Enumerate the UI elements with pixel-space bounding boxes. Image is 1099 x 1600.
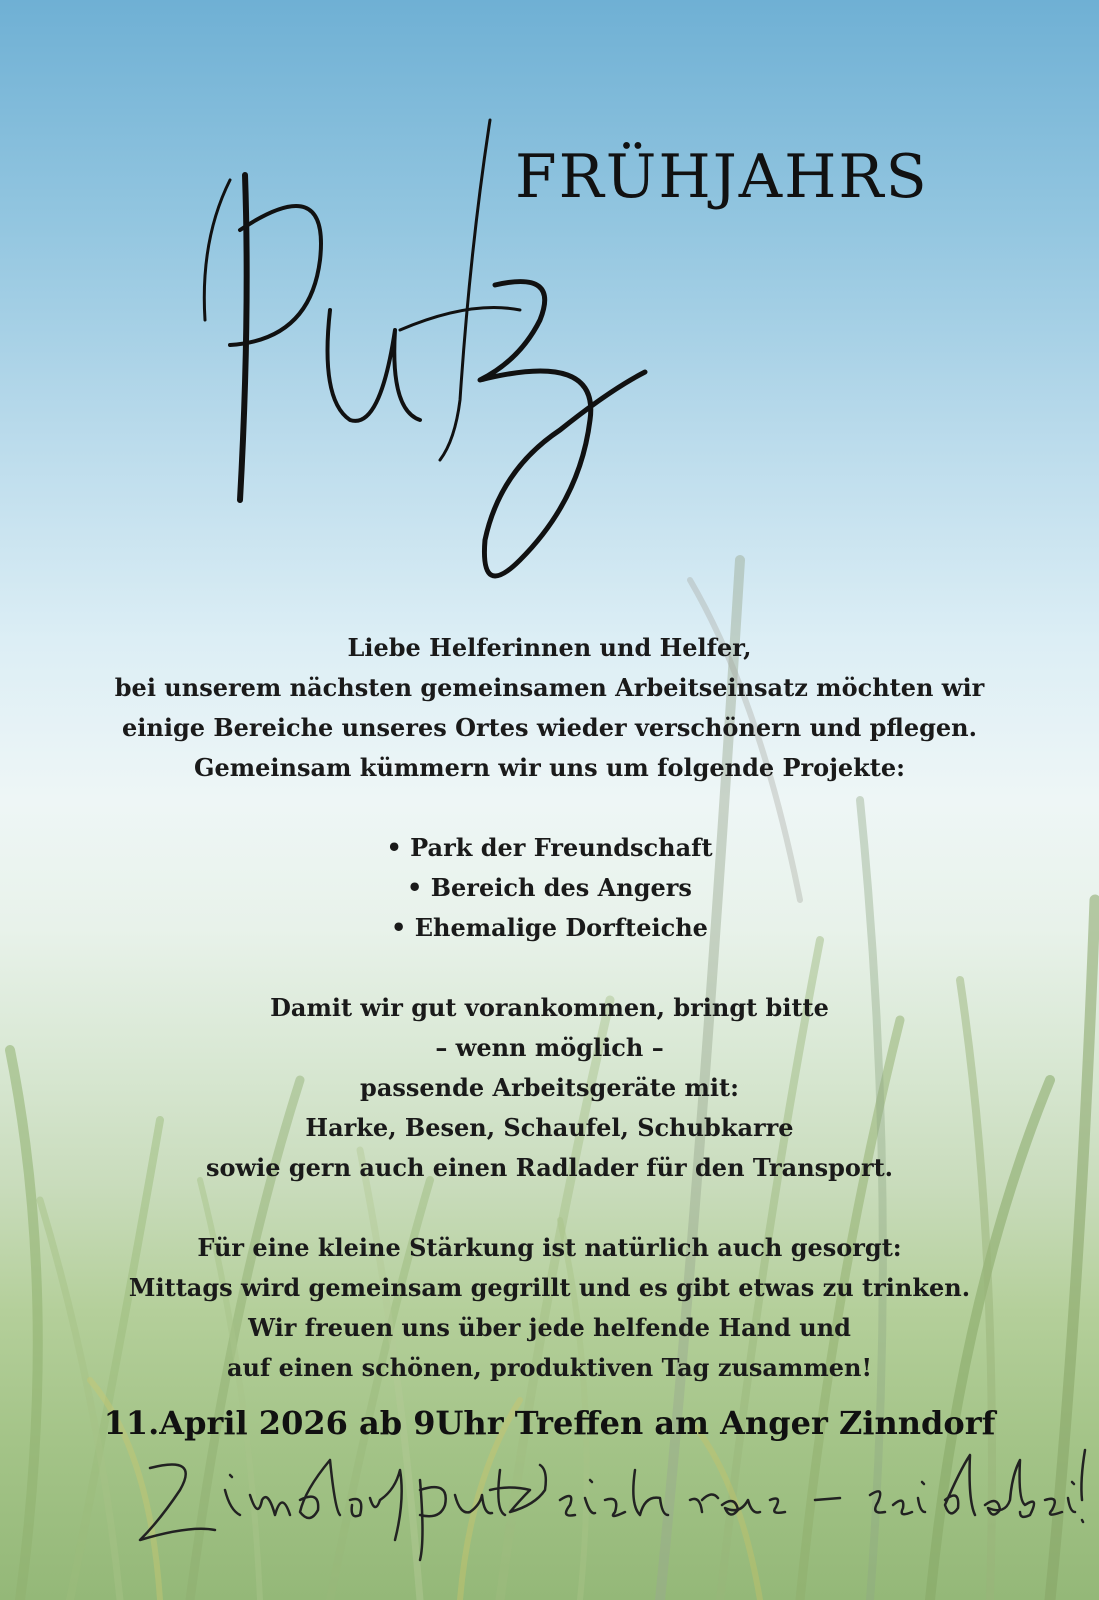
- intro-line: bei unserem nächsten gemeinsamen Arbeitseinsatz möchten wir: [114, 673, 985, 702]
- intro-line: Liebe Helferinnen und Helfer,: [347, 633, 752, 662]
- project-item: • Park der Freundschaft: [386, 833, 713, 862]
- tools-line: sowie gern auch einen Radlader für den Transport.: [205, 1153, 894, 1182]
- food-line: Mittags wird gemeinsam gegrillt und es gibt etwas zu trinken.: [128, 1273, 971, 1302]
- event-date-location: 11.April 2026 ab 9Uhr Treffen am Anger Zinndorf: [103, 1404, 996, 1442]
- tools-line: Damit wir gut vorankommen, bringt bitte: [270, 993, 829, 1022]
- food-line: Wir freuen uns über jede helfende Hand und: [248, 1313, 851, 1342]
- title-fruehjahrs: FRÜHJAHRS: [515, 142, 929, 212]
- tools-line: – wenn möglich –: [435, 1033, 664, 1062]
- tools-line: Harke, Besen, Schaufel, Schubkarre: [305, 1113, 794, 1142]
- food-line: auf einen schönen, produktiven Tag zusammen!: [227, 1353, 872, 1382]
- intro-line: einige Bereiche unseres Ortes wieder verschönern und pflegen.: [122, 713, 977, 742]
- project-item: • Bereich des Angers: [407, 873, 692, 902]
- tools-line: passende Arbeitsgeräte mit:: [360, 1073, 739, 1102]
- project-item: • Ehemalige Dorfteiche: [391, 913, 708, 942]
- food-line: Für eine kleine Stärkung ist natürlich auch gesorgt:: [197, 1233, 902, 1262]
- intro-line: Gemeinsam kümmern wir uns um folgende Projekte:: [194, 753, 905, 782]
